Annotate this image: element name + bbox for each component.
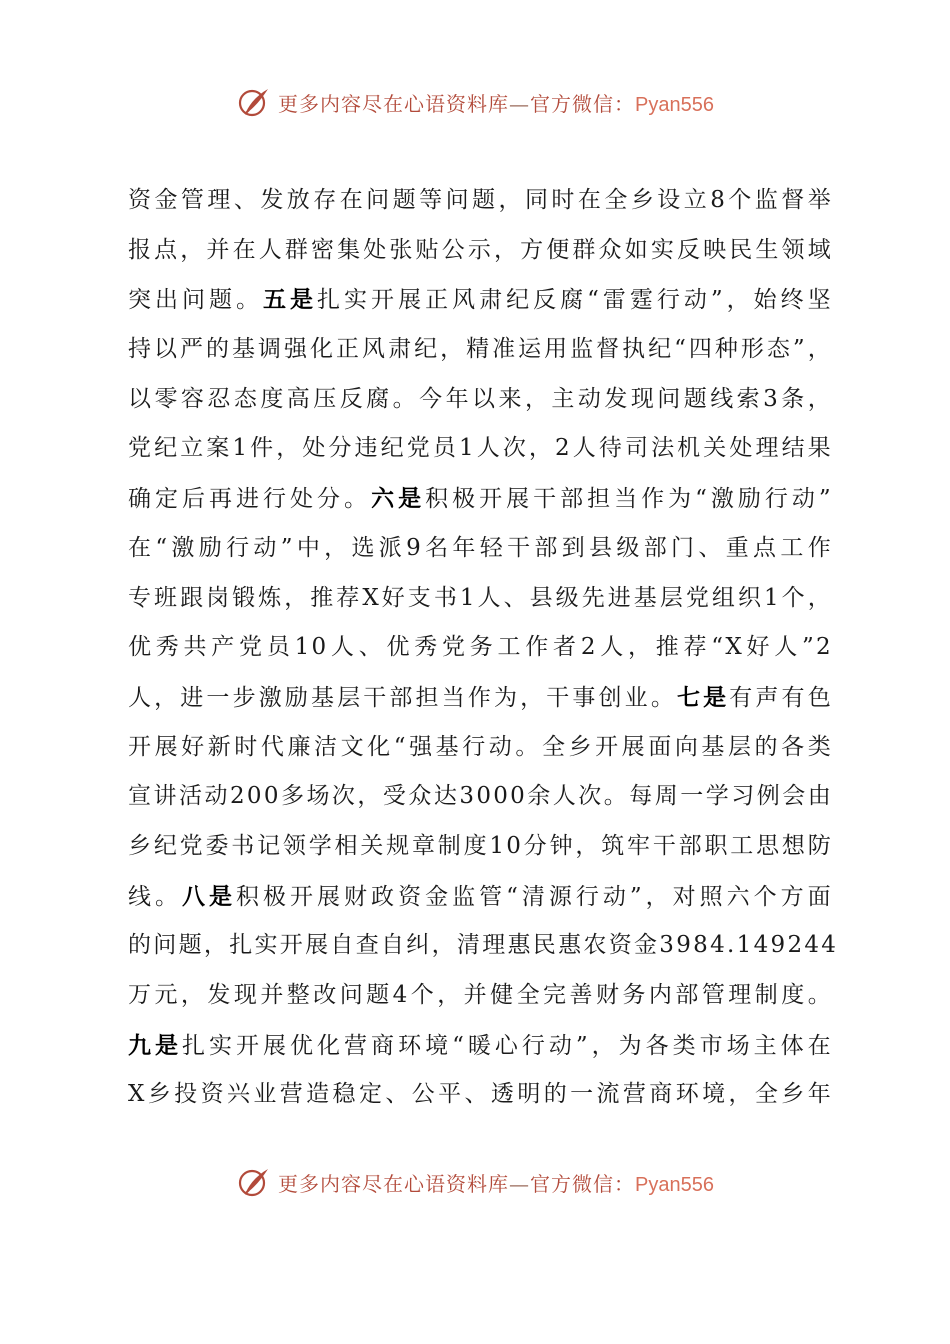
- bold-keyword: 九是: [128, 1031, 183, 1059]
- text-segment: 以零容忍态度高压反腐。今年以来，主动发现问题线索3条，: [128, 385, 833, 412]
- text-segment: 突出问题。: [128, 287, 264, 314]
- text-segment: 宣讲活动200多场次，受众达3000余人次。每周一学习例会由: [128, 783, 833, 810]
- footer-banner-text: [278, 1168, 714, 1197]
- header-wechat-label: 官方微信：: [530, 91, 636, 116]
- footer-brand: 更多内容尽在心语资料库: [278, 1171, 510, 1196]
- text-line: [128, 226, 833, 276]
- text-segment: X乡投资兴业营造稳定、公平、透明的一流营商环境，全乡年: [128, 1081, 833, 1108]
- footer-watermark-banner: [0, 1164, 950, 1200]
- header-wechat-id: Pyan556: [635, 93, 714, 116]
- text-segment: 优秀共产党员10人、优秀党务工作者2人，推荐“X好人”2: [128, 634, 833, 661]
- text-line: [128, 723, 833, 773]
- quill-logo-icon: [236, 84, 272, 120]
- text-line: [128, 1070, 833, 1120]
- text-segment: 资金管理、发放存在问题等问题，同时在全乡设立8个监督举: [128, 187, 833, 213]
- text-segment: 扎实开展正风肃纪反腐“雷霆行动”，始终坚: [317, 287, 833, 314]
- text-segment: 线。: [128, 883, 183, 910]
- text-segment: 万元，发现并整改问题4个，并健全完善财务内部管理制度。: [128, 982, 833, 1008]
- text-line: [128, 375, 833, 425]
- text-segment: 报点，并在人群密集处张贴公示，方便群众如实反映民生领域: [128, 236, 833, 263]
- text-line: [128, 424, 833, 474]
- header-brand: 更多内容尽在心语资料库: [278, 91, 510, 116]
- footer-wechat-id: Pyan556: [635, 1173, 714, 1196]
- text-line: [128, 872, 833, 922]
- text-segment: 扎实开展优化营商环境“暖心行动”，为各类市场主体在: [182, 1032, 833, 1059]
- header-dash: —: [509, 91, 531, 116]
- text-line: [128, 325, 833, 375]
- text-line: [128, 1021, 833, 1071]
- text-segment: 积极开展干部担当作为“激励行动”: [425, 486, 833, 513]
- header-banner-text: [278, 88, 714, 117]
- text-line: [128, 921, 839, 971]
- text-line: [128, 673, 833, 723]
- text-line: [128, 574, 833, 624]
- bold-keyword: 八是: [182, 882, 237, 910]
- bold-keyword: 五是: [263, 286, 318, 314]
- text-segment: 党纪立案1件，处分违纪党员1人次，2人待司法机关处理结果: [128, 435, 833, 462]
- text-segment: 持以严的基调强化正风肃纪，精准运用监督执纪“四种形态”，: [128, 336, 833, 363]
- text-line: [128, 474, 833, 524]
- text-line: [128, 176, 833, 226]
- text-segment: 专班跟岗锻炼，推荐X好支书1人、县级先进基层党组织1个，: [128, 584, 833, 611]
- text-segment: 确定后再进行处分。: [128, 486, 372, 513]
- footer-wechat-label: 官方微信：: [530, 1171, 636, 1196]
- text-segment: 开展好新时代廉洁文化“强基行动。全乡开展面向基层的各类: [128, 733, 833, 760]
- text-segment: 人，进一步激励基层干部担当作为，干事创业。: [128, 684, 677, 711]
- header-watermark-banner: [0, 84, 950, 120]
- footer-dash: —: [509, 1171, 531, 1196]
- text-line: [128, 772, 833, 822]
- bold-keyword: 六是: [371, 485, 426, 513]
- text-segment: 在“激励行动”中，选派9名年轻干部到县级部门、重点工作: [128, 534, 833, 561]
- text-segment: 乡纪党委书记领学相关规章制度10分钟，筑牢干部职工思想防: [128, 832, 833, 859]
- bold-keyword: 七是: [676, 683, 730, 711]
- text-segment: 有声有色: [729, 684, 833, 711]
- text-segment: 积极开展财政资金监管“清源行动”，对照六个方面: [236, 883, 833, 910]
- text-line: [128, 524, 833, 574]
- document-body-text: [128, 176, 839, 1120]
- text-line: [128, 822, 833, 872]
- quill-logo-icon: [236, 1164, 272, 1200]
- text-line: [128, 623, 833, 673]
- text-segment: 的问题，扎实开展自查自纠，清理惠民惠农资金3984.149244: [128, 932, 839, 959]
- text-line: [128, 275, 833, 325]
- text-line: [128, 971, 833, 1021]
